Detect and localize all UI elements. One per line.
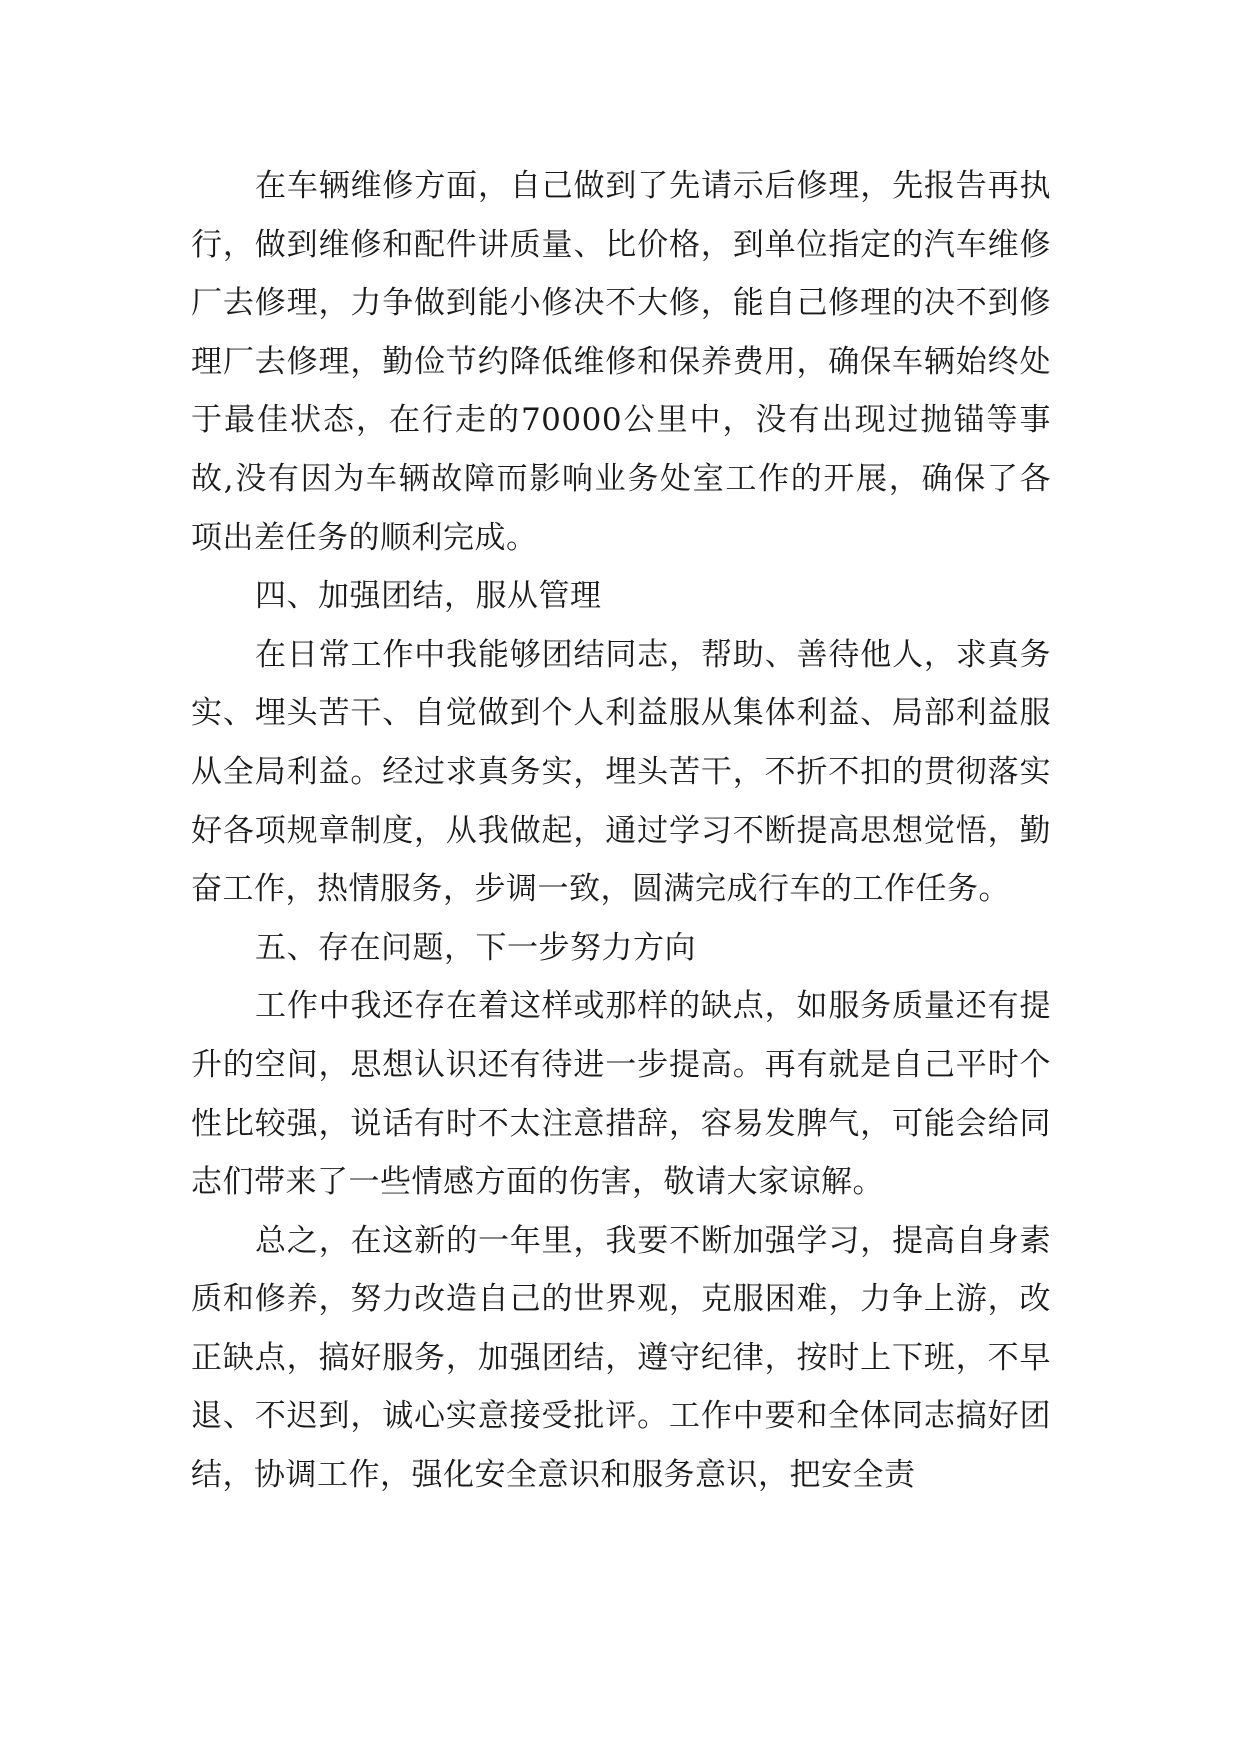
section-heading-problems: 五、存在问题，下一步努力方向 [255,929,696,966]
section-heading-unity: 四、加强团结，服从管理 [255,578,602,615]
paragraph-vehicle-maintenance: 在车辆维修方面，自己做到了先请示后修理，先报告再执行，做到维修和配件讲质量、比价格，到单位指定的汽车维修厂去修理，力争做到能小修决不大修，能自己修理的决不到修理厂去修理，勤俭节约降低维修和保养费用，确保车辆始终处于最佳状态，在行走的70000公里中，没有出现过抛锚等事故,没有因为车辆故障而影响业务处室工作的开展，确保了各项出差任务的顺利完成。 [191,168,1051,556]
document-body [191,157,1051,1505]
paragraph-conclusion: 总之，在这新的一年里，我要不断加强学习，提高自身素质和修养，努力改造自己的世界观，克服困难，力争上游，改正缺点，搞好服务，加强团结，遵守纪律，按时上下班，不早退、不迟到，诚心实意接受批评。工作中要和全体同志搞好团结，协调工作，强化安全意识和服务意识，把安全责 [191,1222,1051,1494]
paragraph-unity: 在日常工作中我能够团结同志，帮助、善待他人，求真务实、埋头苦干、自觉做到个人利益服从集体利益、局部利益服从全局利益。经过求真务实，埋头苦干，不折不扣的贯彻落实好各项规章制度，从我做起，通过学习不断提高思想觉悟，勤奋工作，热情服务，步调一致，圆满完成行车的工作任务。 [191,636,1051,908]
paragraph-problems: 工作中我还存在着这样或那样的缺点，如服务质量还有提升的空间，思想认识还有待进一步提高。再有就是自己平时个性比较强，说话有时不太注意措辞，容易发脾气，可能会给同志们带来了一些情感方面的伤害，敬请大家谅解。 [191,988,1051,1201]
